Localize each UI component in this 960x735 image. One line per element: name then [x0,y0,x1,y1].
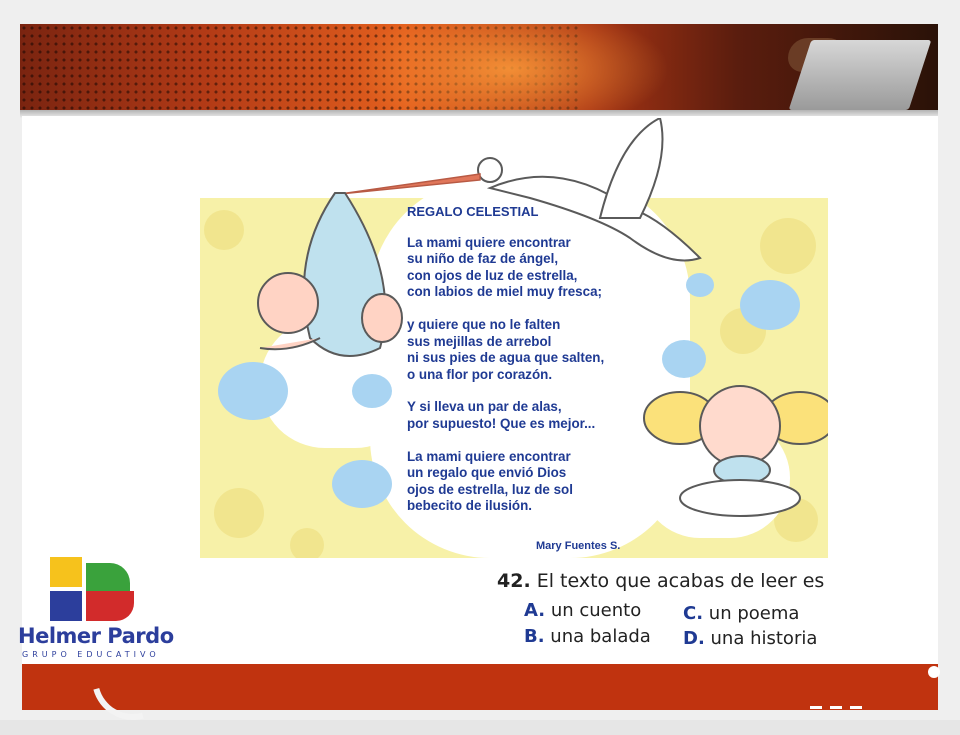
header-banner [20,24,938,110]
option-letter: C. [683,603,704,624]
question-stem [497,570,824,592]
poem-line: o una flor por corazón. [407,366,553,382]
angel-face [700,386,780,466]
poem-line: por supuesto! Que es mejor... [407,415,596,431]
poem-line: ojos de estrella, luz de sol [407,481,573,497]
option-text: una historia [710,628,818,649]
footer-dash [830,706,842,709]
footer-dash [850,706,862,709]
option-text: una balada [550,626,651,647]
logo-subtitle: GRUPO EDUCATIVO [22,650,160,659]
option-a[interactable] [524,600,641,621]
baby-arm [260,338,320,349]
poem-text [407,204,667,531]
stork-head [478,158,502,182]
poem-stanza [407,399,667,432]
logo-green-shape [86,563,130,593]
option-text: un poema [708,603,800,624]
option-c[interactable] [683,603,799,624]
poem-line: bebecito de ilusión. [407,498,532,514]
angel-cloud [680,480,800,516]
poem-line: con labios de miel muy fresca; [407,284,602,300]
footer-dash [810,706,822,709]
option-letter: B. [524,626,545,647]
question-text: El texto que acabas de leer es [536,570,825,592]
logo-name: Helmer Pardo [18,624,174,648]
poem-stanza [407,449,667,515]
poem-line: La mami quiere encontrar [407,448,571,464]
poem-line: Y si lleva un par de alas, [407,399,562,415]
poem-line: ni sus pies de agua que salten, [407,350,605,366]
baby-face [258,273,318,333]
option-d[interactable] [683,628,817,649]
stork-wing [600,118,663,218]
poem-author: Mary Fuentes S. [536,540,621,552]
poem-line: La mami quiere encontrar [407,234,571,250]
question-number: 42. [497,570,531,592]
logo-blue-square [50,591,82,621]
option-b[interactable] [524,626,651,647]
poem-card [200,118,828,558]
stork-beak [340,174,480,194]
baby-feet [362,294,402,342]
poem-stanza [407,235,667,301]
banner-glow [350,24,670,110]
poem-title: REGALO CELESTIAL [407,204,539,219]
footer-bar [22,664,938,710]
poem-line: y quiere que no le falten [407,316,561,332]
corner-dot [928,666,940,678]
option-letter: D. [683,628,705,649]
poem-line: un regalo que envió Dios [407,465,567,481]
poem-line: con ojos de luz de estrella, [407,267,578,283]
logo-red-shape [86,591,134,621]
logo-yellow-square [50,557,82,587]
poem-line: sus mejillas de arrebol [407,333,552,349]
option-letter: A. [524,600,546,621]
poem-line: su niño de faz de ángel, [407,251,559,267]
laptop-image [789,40,932,110]
option-text: un cuento [550,600,642,621]
poem-stanza [407,317,667,383]
